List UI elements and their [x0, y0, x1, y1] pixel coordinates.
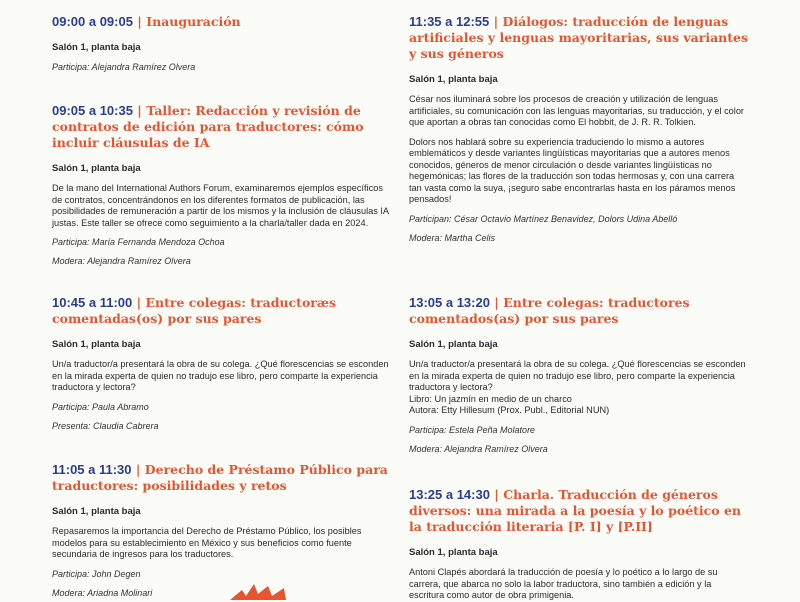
description-paragraph: Un/a traductor/a presentará la obra de su colega. ¿Qué florescencias se esconden en la mirada experta de quien no tradujo ese libro, pero comparte la experiencia traductora y lectora? [409, 359, 746, 392]
session-heading [409, 14, 749, 62]
session-moderator: Modera: Alejandra Ramírez Olvera [409, 443, 548, 454]
session-description [409, 94, 749, 206]
separator: | [489, 487, 504, 502]
session-description [409, 567, 749, 602]
session-charla-generos [409, 487, 749, 602]
session-description [52, 359, 392, 394]
session-moderator: Modera: Ariadna Molinari [52, 587, 153, 598]
session-venue: Salón 1, planta baja [409, 74, 498, 85]
session-venue: Salón 1, planta baja [409, 339, 498, 350]
separator: | [489, 295, 504, 310]
session-heading [409, 487, 749, 535]
separator: | [132, 14, 147, 29]
session-heading [409, 295, 749, 327]
session-title: Entre colegas: traductores comentados(as) por sus pares [409, 295, 690, 326]
session-prestamo-publico [52, 462, 392, 599]
session-presenter: Presenta: Claudia Cabrera [52, 420, 159, 431]
session-moderator: Modera: Martha Celis [409, 232, 496, 243]
description-paragraph: De la mano del International Authors Forum, examinaremos ejemplos específicos de contratos, concentrándonos en los diferentes formatos de publicación, las posibilidades de remuneración a partir de los mismos y la inclusión de cláusulas IA justas. Este taller se ofrece como seguimiento a la charla/taller dada en 2024. [52, 183, 389, 228]
author-line: Autora: Etty Hillesum (Prox. Publ., Editorial NUN) [409, 405, 610, 415]
session-time: 11:05 a 11:30 [52, 462, 132, 477]
description-paragraph: Dolors nos hablará sobre su experiencia traduciendo lo mismo a autores emblemáticos y desde variantes lingüísticas mayoritarias que a autores menos conocidos, géneros de menor circulación o desde variantes lingüísticas no hegemónicas; las flores de la traducción son todas hermosas y, con una carrera tan vasta como la suya, ¡seguro sabe encontrarlas hasta en los páramos menos pensados! [409, 136, 736, 204]
session-time: 10:45 a 11:00 [52, 295, 133, 310]
session-heading [52, 462, 392, 494]
session-time: 13:05 a 13:20 [409, 295, 490, 310]
session-time: 09:05 a 10:35 [52, 103, 133, 118]
separator: | [132, 295, 146, 310]
session-moderator: Modera: Alejandra Ramírez Olvera [52, 256, 191, 266]
description-paragraph: César nos iluminará sobre los procesos de creación y utilización de lenguas artificiales, su comunicación con las lenguas mayoritarias, su traducción, y el color que aportan a obras tan conocidas como El hobbit, de J. R. R. Tolkien. [409, 94, 744, 127]
session-participant: Participa: Paula Abramo [52, 401, 149, 412]
session-description [52, 526, 392, 561]
description-paragraph: Antoni Clapés abordará la traducción de poesía y lo poético a lo largo de su carrera, que abarca no solo la labor traductora, sino también a edición y la escritura como autor de obra primigenia. [409, 567, 718, 600]
session-dialogos [409, 14, 749, 244]
top-strip [0, 0, 800, 4]
session-taller-contratos [52, 103, 392, 267]
session-participant: Participa: John Degen [52, 568, 141, 579]
book-line: Libro: Un jazmín en medio de un charco [409, 393, 572, 404]
session-participant: Participa: María Fernanda Mendoza Ochoa [52, 237, 225, 247]
description-paragraph: Repasaremos la importancia del Derecho de Préstamo Público, los posibles modelos para su establecimiento en México y sus beneficios como fuente secundaria de ingresos para los traductores. [52, 526, 362, 559]
session-heading [52, 295, 392, 327]
session-inauguracion [52, 14, 392, 73]
session-title: Derecho de Préstamo Público para traductores: posibilidades y retos [52, 462, 388, 493]
session-time: 13:25 a 14:30 [409, 487, 490, 502]
session-title: Inauguración [146, 14, 241, 29]
session-venue: Salón 1, planta baja [52, 339, 141, 350]
session-entre-colegas-1 [52, 295, 392, 432]
session-entre-colegas-2 [409, 295, 749, 455]
session-participant: Participa: Estela Peña Molatore [409, 424, 536, 435]
session-title: Diálogos: traducción de lenguas artificiales y lenguas mayoritarias, sus variantes y sus géneros [409, 14, 749, 61]
session-title: Entre colegas: traductoræs comentadas(os) por sus pares [52, 295, 337, 326]
description-paragraph: Un/a traductor/a presentará la obra de su colega. ¿Qué florescencias se esconden en la mirada experta de quien no tradujo ese libro, pero comparte la experiencia traductora y lectora? [52, 359, 389, 392]
session-participant: Participa: Alejandra Ramírez Olvera [52, 62, 196, 72]
red-flower-shape [228, 582, 298, 600]
session-venue: Salón 1, planta baja [52, 163, 141, 174]
session-participant: Participan: César Octavio Martínez Benavidez, Dolors Udina Abelló [409, 213, 678, 224]
session-venue: Salón 1, planta baja [52, 42, 141, 53]
session-description [52, 183, 392, 229]
session-description [409, 359, 749, 417]
session-heading [52, 103, 392, 151]
session-title: Taller: Redacción y revisión de contratos de edición para traductores: cómo incluir cláusulas de IA [52, 103, 364, 150]
session-time: 09:00 a 09:05 [52, 14, 133, 29]
session-time: 11:35 a 12:55 [409, 14, 490, 29]
session-venue: Salón 1, planta baja [409, 547, 498, 558]
session-title: Charla. Traducción de géneros diversos: una mirada a la poesía y lo poético en la traducción literaria [P. I] y [P.II] [409, 487, 742, 534]
separator: | [489, 14, 503, 29]
separator: | [131, 462, 145, 477]
session-venue: Salón 1, planta baja [52, 506, 141, 517]
session-heading [52, 14, 392, 30]
separator: | [132, 103, 147, 118]
